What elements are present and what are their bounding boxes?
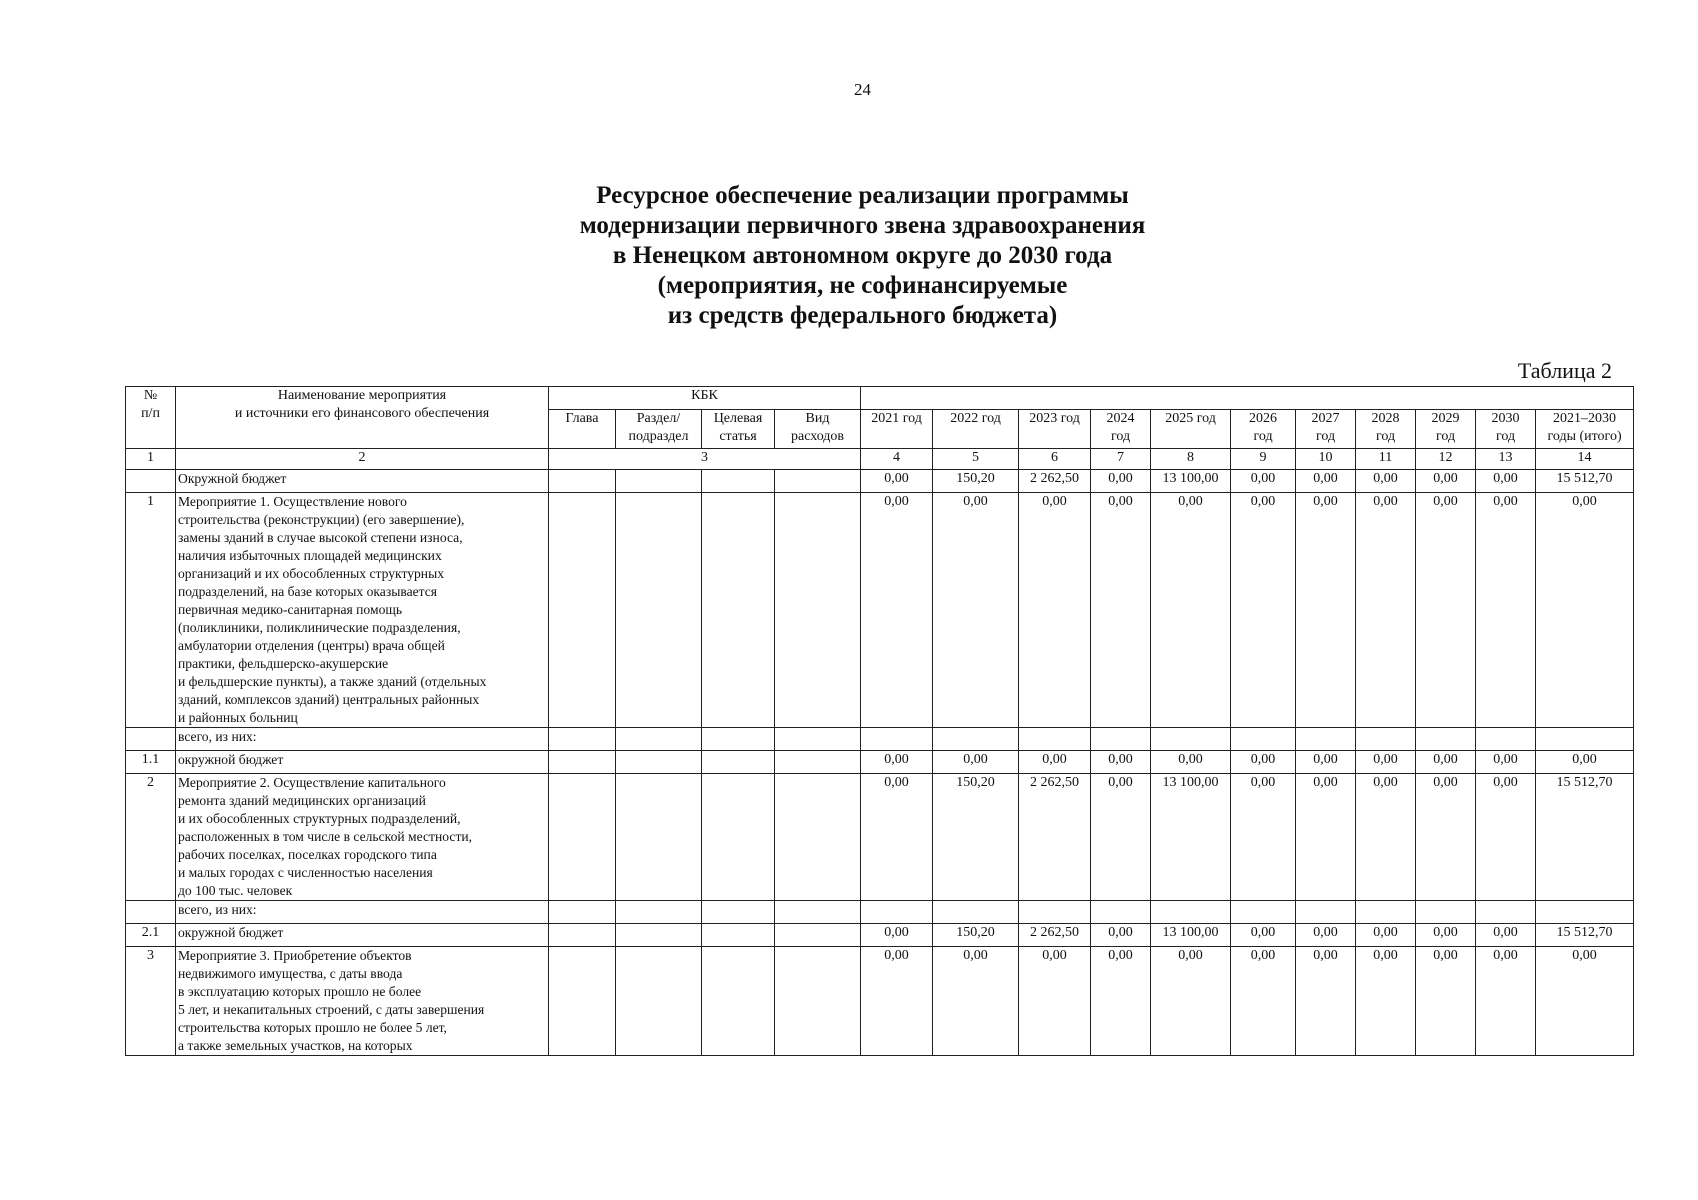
table-row bbox=[126, 470, 1634, 493]
column-index: 11 bbox=[1356, 449, 1416, 470]
row-num: 3 bbox=[126, 947, 176, 1056]
column-index: 10 bbox=[1296, 449, 1356, 470]
column-index: 6 bbox=[1019, 449, 1091, 470]
value-cell: 0,00 bbox=[861, 751, 933, 774]
value-cell: 0,00 bbox=[1296, 947, 1356, 1056]
table-row bbox=[126, 947, 1634, 1056]
page-number: 24 bbox=[854, 80, 871, 99]
column-index: 3 bbox=[549, 449, 861, 470]
value-cell: 0,00 bbox=[1231, 774, 1296, 901]
header-kbk: КБК bbox=[549, 387, 861, 410]
value-cell: 0,00 bbox=[1231, 924, 1296, 947]
value-cell: 150,20 bbox=[933, 774, 1019, 901]
value-cell: 0,00 bbox=[1296, 751, 1356, 774]
column-index: 14 bbox=[1536, 449, 1634, 470]
value-cell: 0,00 bbox=[1296, 774, 1356, 901]
value-cell: 2 262,50 bbox=[1019, 774, 1091, 901]
title-line: Ресурсное обеспечение реализации программы bbox=[596, 182, 1129, 209]
value-cell: 0,00 bbox=[1356, 493, 1416, 728]
value-cell: 0,00 bbox=[861, 470, 933, 493]
resource-table bbox=[125, 386, 1634, 1056]
column-index: 13 bbox=[1476, 449, 1536, 470]
header-total: 2021–2030 годы (итого) bbox=[1536, 410, 1634, 449]
value-cell: 0,00 bbox=[1151, 751, 1231, 774]
header-2025: 2025 год bbox=[1151, 410, 1231, 449]
header-years-group bbox=[861, 387, 1634, 410]
value-cell: 0,00 bbox=[1231, 493, 1296, 728]
value-cell: 0,00 bbox=[1356, 947, 1416, 1056]
value-cell: 0,00 bbox=[1536, 947, 1634, 1056]
value-cell: 0,00 bbox=[1091, 751, 1151, 774]
value-cell: 0,00 bbox=[861, 947, 933, 1056]
column-index: 8 bbox=[1151, 449, 1231, 470]
header-razdel: Раздел/ подраздел bbox=[616, 410, 702, 449]
row-num: 1 bbox=[126, 493, 176, 728]
row-label: Мероприятие 1. Осуществление нового строительства (реконструкции) (его завершение), замены зданий в случае высокой степени износа, наличия избыточных площадей медицинских организаций и их обособленных структурных подразделений, на базе которых оказывается первичная медико-санитарная помощь (поликлиники, поликлинические подразделения, амбулатории отделения (центры) врача общей практики, фельдшерско-акушерские и фельдшерские пункты), а также зданий (отдельных зданий, комплексов зданий) центральных районных и районных больниц bbox=[176, 493, 549, 728]
value-cell: 0,00 bbox=[933, 493, 1019, 728]
document-title bbox=[0, 181, 1698, 331]
column-index: 1 bbox=[126, 449, 176, 470]
table-row bbox=[126, 901, 1634, 924]
column-index-row bbox=[126, 449, 1634, 470]
value-cell: 0,00 bbox=[1416, 470, 1476, 493]
table-row bbox=[126, 728, 1634, 751]
table-row bbox=[126, 493, 1634, 728]
column-index: 2 bbox=[176, 449, 549, 470]
column-index: 12 bbox=[1416, 449, 1476, 470]
value-cell: 0,00 bbox=[1231, 470, 1296, 493]
value-cell: 15 512,70 bbox=[1536, 470, 1634, 493]
value-cell: 0,00 bbox=[1356, 924, 1416, 947]
header-row bbox=[126, 387, 1634, 410]
row-label: Мероприятие 2. Осуществление капитального ремонта зданий медицинских организаций и их обособленных структурных подразделений, расположенных в том числе в сельской местности, рабочих поселках, поселках городского типа и малых городах с численностью населения до 100 тыс. человек bbox=[176, 774, 549, 901]
value-cell: 0,00 bbox=[1356, 470, 1416, 493]
table-row bbox=[126, 924, 1634, 947]
value-cell: 0,00 bbox=[1476, 493, 1536, 728]
header-2022: 2022 год bbox=[933, 410, 1019, 449]
value-cell: 0,00 bbox=[1019, 947, 1091, 1056]
value-cell: 0,00 bbox=[1231, 751, 1296, 774]
table-label: Таблица 2 bbox=[1517, 358, 1612, 383]
header-vid: Вид расходов bbox=[775, 410, 861, 449]
table-row bbox=[126, 751, 1634, 774]
value-cell: 0,00 bbox=[1296, 493, 1356, 728]
value-cell: 0,00 bbox=[1476, 470, 1536, 493]
header-2024: 2024 год bbox=[1091, 410, 1151, 449]
column-index: 5 bbox=[933, 449, 1019, 470]
value-cell: 0,00 bbox=[1091, 774, 1151, 901]
value-cell: 0,00 bbox=[1416, 493, 1476, 728]
header-celevaya: Целевая статья bbox=[702, 410, 775, 449]
value-cell: 0,00 bbox=[1476, 751, 1536, 774]
value-cell: 0,00 bbox=[1476, 774, 1536, 901]
value-cell: 2 262,50 bbox=[1019, 470, 1091, 493]
value-cell: 150,20 bbox=[933, 924, 1019, 947]
value-cell: 15 512,70 bbox=[1536, 774, 1634, 901]
value-cell: 0,00 bbox=[1296, 470, 1356, 493]
value-cell: 150,20 bbox=[933, 470, 1019, 493]
header-glava: Глава bbox=[549, 410, 616, 449]
column-index: 9 bbox=[1231, 449, 1296, 470]
value-cell: 0,00 bbox=[1019, 751, 1091, 774]
value-cell: 13 100,00 bbox=[1151, 470, 1231, 493]
row-num: 2 bbox=[126, 774, 176, 901]
header-2026: 2026 год bbox=[1231, 410, 1296, 449]
value-cell: 0,00 bbox=[1091, 924, 1151, 947]
header-num: № п/п bbox=[126, 387, 176, 449]
value-cell: 0,00 bbox=[861, 774, 933, 901]
table-row bbox=[126, 774, 1634, 901]
value-cell: 0,00 bbox=[1536, 751, 1634, 774]
header-2030: 2030 год bbox=[1476, 410, 1536, 449]
value-cell: 0,00 bbox=[861, 924, 933, 947]
title-line: в Ненецком автономном округе до 2030 года bbox=[612, 242, 1113, 269]
value-cell: 0,00 bbox=[1416, 924, 1476, 947]
header-2023: 2023 год bbox=[1019, 410, 1091, 449]
row-label: окружной бюджет bbox=[176, 751, 549, 774]
value-cell: 0,00 bbox=[1416, 947, 1476, 1056]
value-cell: 0,00 bbox=[1091, 470, 1151, 493]
row-num bbox=[126, 470, 176, 493]
value-cell: 0,00 bbox=[1536, 493, 1634, 728]
value-cell: 0,00 bbox=[1151, 947, 1231, 1056]
value-cell: 13 100,00 bbox=[1151, 774, 1231, 901]
value-cell: 0,00 bbox=[933, 751, 1019, 774]
header-name: Наименование мероприятия и источники его финансового обеспечения bbox=[176, 387, 549, 449]
row-num: 1.1 bbox=[126, 751, 176, 774]
column-index: 7 bbox=[1091, 449, 1151, 470]
row-label: всего, из них: bbox=[176, 901, 549, 924]
value-cell: 0,00 bbox=[1356, 774, 1416, 901]
value-cell: 0,00 bbox=[1476, 924, 1536, 947]
value-cell: 0,00 bbox=[1356, 751, 1416, 774]
title-line: модернизации первичного звена здравоохранения bbox=[579, 212, 1146, 239]
value-cell: 0,00 bbox=[1231, 947, 1296, 1056]
row-num: 2.1 bbox=[126, 924, 176, 947]
value-cell: 0,00 bbox=[1416, 774, 1476, 901]
value-cell: 0,00 bbox=[1296, 924, 1356, 947]
title-line: из средств федерального бюджета) bbox=[667, 302, 1058, 329]
header-2021: 2021 год bbox=[861, 410, 933, 449]
value-cell: 0,00 bbox=[1091, 947, 1151, 1056]
header-2028: 2028 год bbox=[1356, 410, 1416, 449]
value-cell: 0,00 bbox=[1091, 493, 1151, 728]
header-2029: 2029 год bbox=[1416, 410, 1476, 449]
value-cell: 0,00 bbox=[861, 493, 933, 728]
row-label: окружной бюджет bbox=[176, 924, 549, 947]
value-cell: 0,00 bbox=[1476, 947, 1536, 1056]
value-cell: 0,00 bbox=[1019, 493, 1091, 728]
value-cell: 0,00 bbox=[1416, 751, 1476, 774]
row-label: Мероприятие 3. Приобретение объектов недвижимого имущества, с даты ввода в эксплуатацию которых прошло не более 5 лет, и некапитальных строений, с даты завершения строительства которых прошло не более 5 лет, а также земельных участков, на которых bbox=[176, 947, 549, 1056]
row-label: всего, из них: bbox=[176, 728, 549, 751]
value-cell: 15 512,70 bbox=[1536, 924, 1634, 947]
column-index: 4 bbox=[861, 449, 933, 470]
row-label: Окружной бюджет bbox=[176, 470, 549, 493]
title-line: (мероприятия, не софинансируемые bbox=[657, 272, 1068, 299]
value-cell: 0,00 bbox=[933, 947, 1019, 1056]
header-2027: 2027 год bbox=[1296, 410, 1356, 449]
value-cell: 13 100,00 bbox=[1151, 924, 1231, 947]
value-cell: 2 262,50 bbox=[1019, 924, 1091, 947]
value-cell: 0,00 bbox=[1151, 493, 1231, 728]
